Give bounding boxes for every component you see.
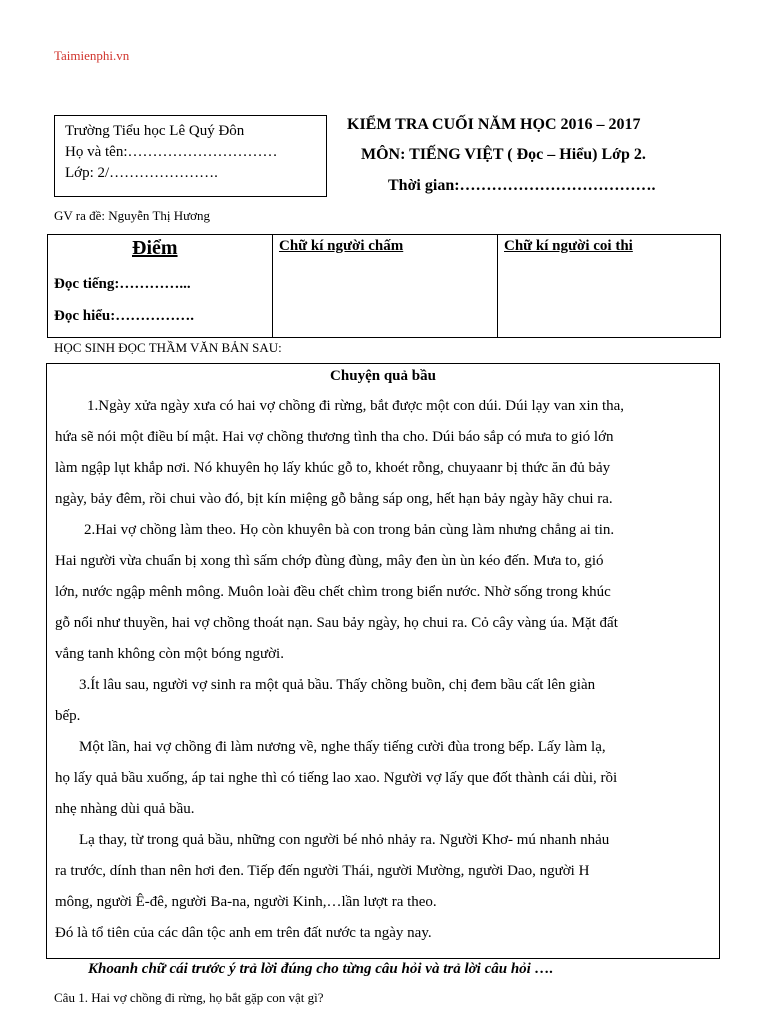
story-line: Đó là tổ tiên của các dân tộc anh em trên đất nước ta ngày nay. <box>55 925 432 941</box>
teacher-credit: GV ra đề: Nguyễn Thị Hương <box>54 208 211 223</box>
reading-instruction: HỌC SINH ĐỌC THẦM VĂN BẢN SAU: <box>54 340 282 355</box>
table-divider <box>497 235 498 337</box>
story-box <box>46 363 720 959</box>
read-comprehension-score: Đọc hiểu:……………. <box>54 308 194 324</box>
story-line: ngày, bảy đêm, rồi chui vào đó, bịt kín miệng gỗ bằng sáp ong, hết hạn bảy ngày hãy chui ra. <box>55 491 613 507</box>
story-line: 1.Ngày xửa ngày xưa có hai vợ chồng đi rừng, bắt được một con dúi. Dúi lạy van xin tha, <box>87 398 625 414</box>
score-table <box>47 234 721 338</box>
story-line: hứa sẽ nói một điều bí mật. Hai vợ chồng thương tình tha cho. Dúi báo sắp có mưa to gió lớn <box>55 429 614 445</box>
student-name-field: Họ và tên:………………………… <box>65 144 278 160</box>
story-line: Hai người vừa chuẩn bị xong thì sấm chớp đùng đùng, mây đen ùn ùn kéo đến. Mưa to, gió <box>55 553 604 569</box>
site-watermark: Taimienphi.vn <box>54 48 130 63</box>
question-prompt: Khoanh chữ cái trước ý trả lời đúng cho từng câu hỏi và trả lời câu hỏi …. <box>88 961 554 977</box>
proctor-signature-label: Chữ kí người coi thi <box>504 238 633 254</box>
story-line: nhẹ nhàng dùi quả bầu. <box>55 801 195 817</box>
story-line: Lạ thay, từ trong quả bầu, những con người bé nhỏ nhảy ra. Người Khơ- mú nhanh nhảu <box>79 832 610 848</box>
story-line: ra trước, dính than nên hơi đen. Tiếp đến người Thái, người Mường, người Dao, người H <box>55 863 590 879</box>
grader-signature-label: Chữ kí người chấm <box>279 238 404 254</box>
story-line: họ lấy quả bầu xuống, áp tai nghe thì có tiếng lao xao. Người vợ lấy que đốt thành cái dùi, rồi <box>55 770 618 786</box>
exam-title: KIỂM TRA CUỐI NĂM HỌC 2016 – 2017 <box>347 116 641 133</box>
read-aloud-score: Đọc tiếng:…………... <box>54 276 191 292</box>
exam-subject: MÔN: TIẾNG VIỆT ( Đọc – Hiểu) Lớp 2. <box>361 146 646 163</box>
story-line: 2.Hai vợ chồng làm theo. Họ còn khuyên bà con trong bản cùng làm nhưng chẳng ai tin. <box>84 522 615 538</box>
story-line: 3.Ít lâu sau, người vợ sinh ra một quả bầu. Thấy chồng buồn, chị đem bầu cất lên giàn <box>79 677 596 693</box>
exam-time: Thời gian:………………………………. <box>388 177 656 194</box>
story-line: vắng tanh không còn một bóng người. <box>55 646 284 662</box>
table-divider <box>272 235 273 337</box>
score-heading: Điểm <box>132 237 178 259</box>
class-field: Lớp: 2/…………………. <box>65 165 218 181</box>
story-line: Một lần, hai vợ chồng đi làm nương về, nghe thấy tiếng cười đùa trong bếp. Lấy làm lạ, <box>79 739 606 755</box>
question-1: Câu 1. Hai vợ chồng đi rừng, họ bắt gặp con vật gì? <box>54 990 324 1005</box>
story-line: lớn, nước ngập mênh mông. Muôn loài đều chết chìm trong biển nước. Nhờ sống trong khúc <box>55 584 611 600</box>
school-name: Trường Tiểu học Lê Quý Đôn <box>65 123 245 139</box>
story-title: Chuyện quả bầu <box>330 368 436 384</box>
story-line: làm ngập lụt khắp nơi. Nó khuyên họ lấy khúc gỗ to, khoét rỗng, chuyaanr bị thức ăn đủ bảy <box>55 460 611 476</box>
story-line: bếp. <box>55 708 81 724</box>
story-line: mông, người Ê-đê, người Ba-na, người Kinh,…lần lượt ra theo. <box>55 894 437 910</box>
story-line: gỗ nổi như thuyền, hai vợ chồng thoát nạn. Sau bảy ngày, họ chui ra. Cỏ cây vàng úa. Mặt đất <box>55 615 618 631</box>
student-info-box <box>54 115 327 197</box>
